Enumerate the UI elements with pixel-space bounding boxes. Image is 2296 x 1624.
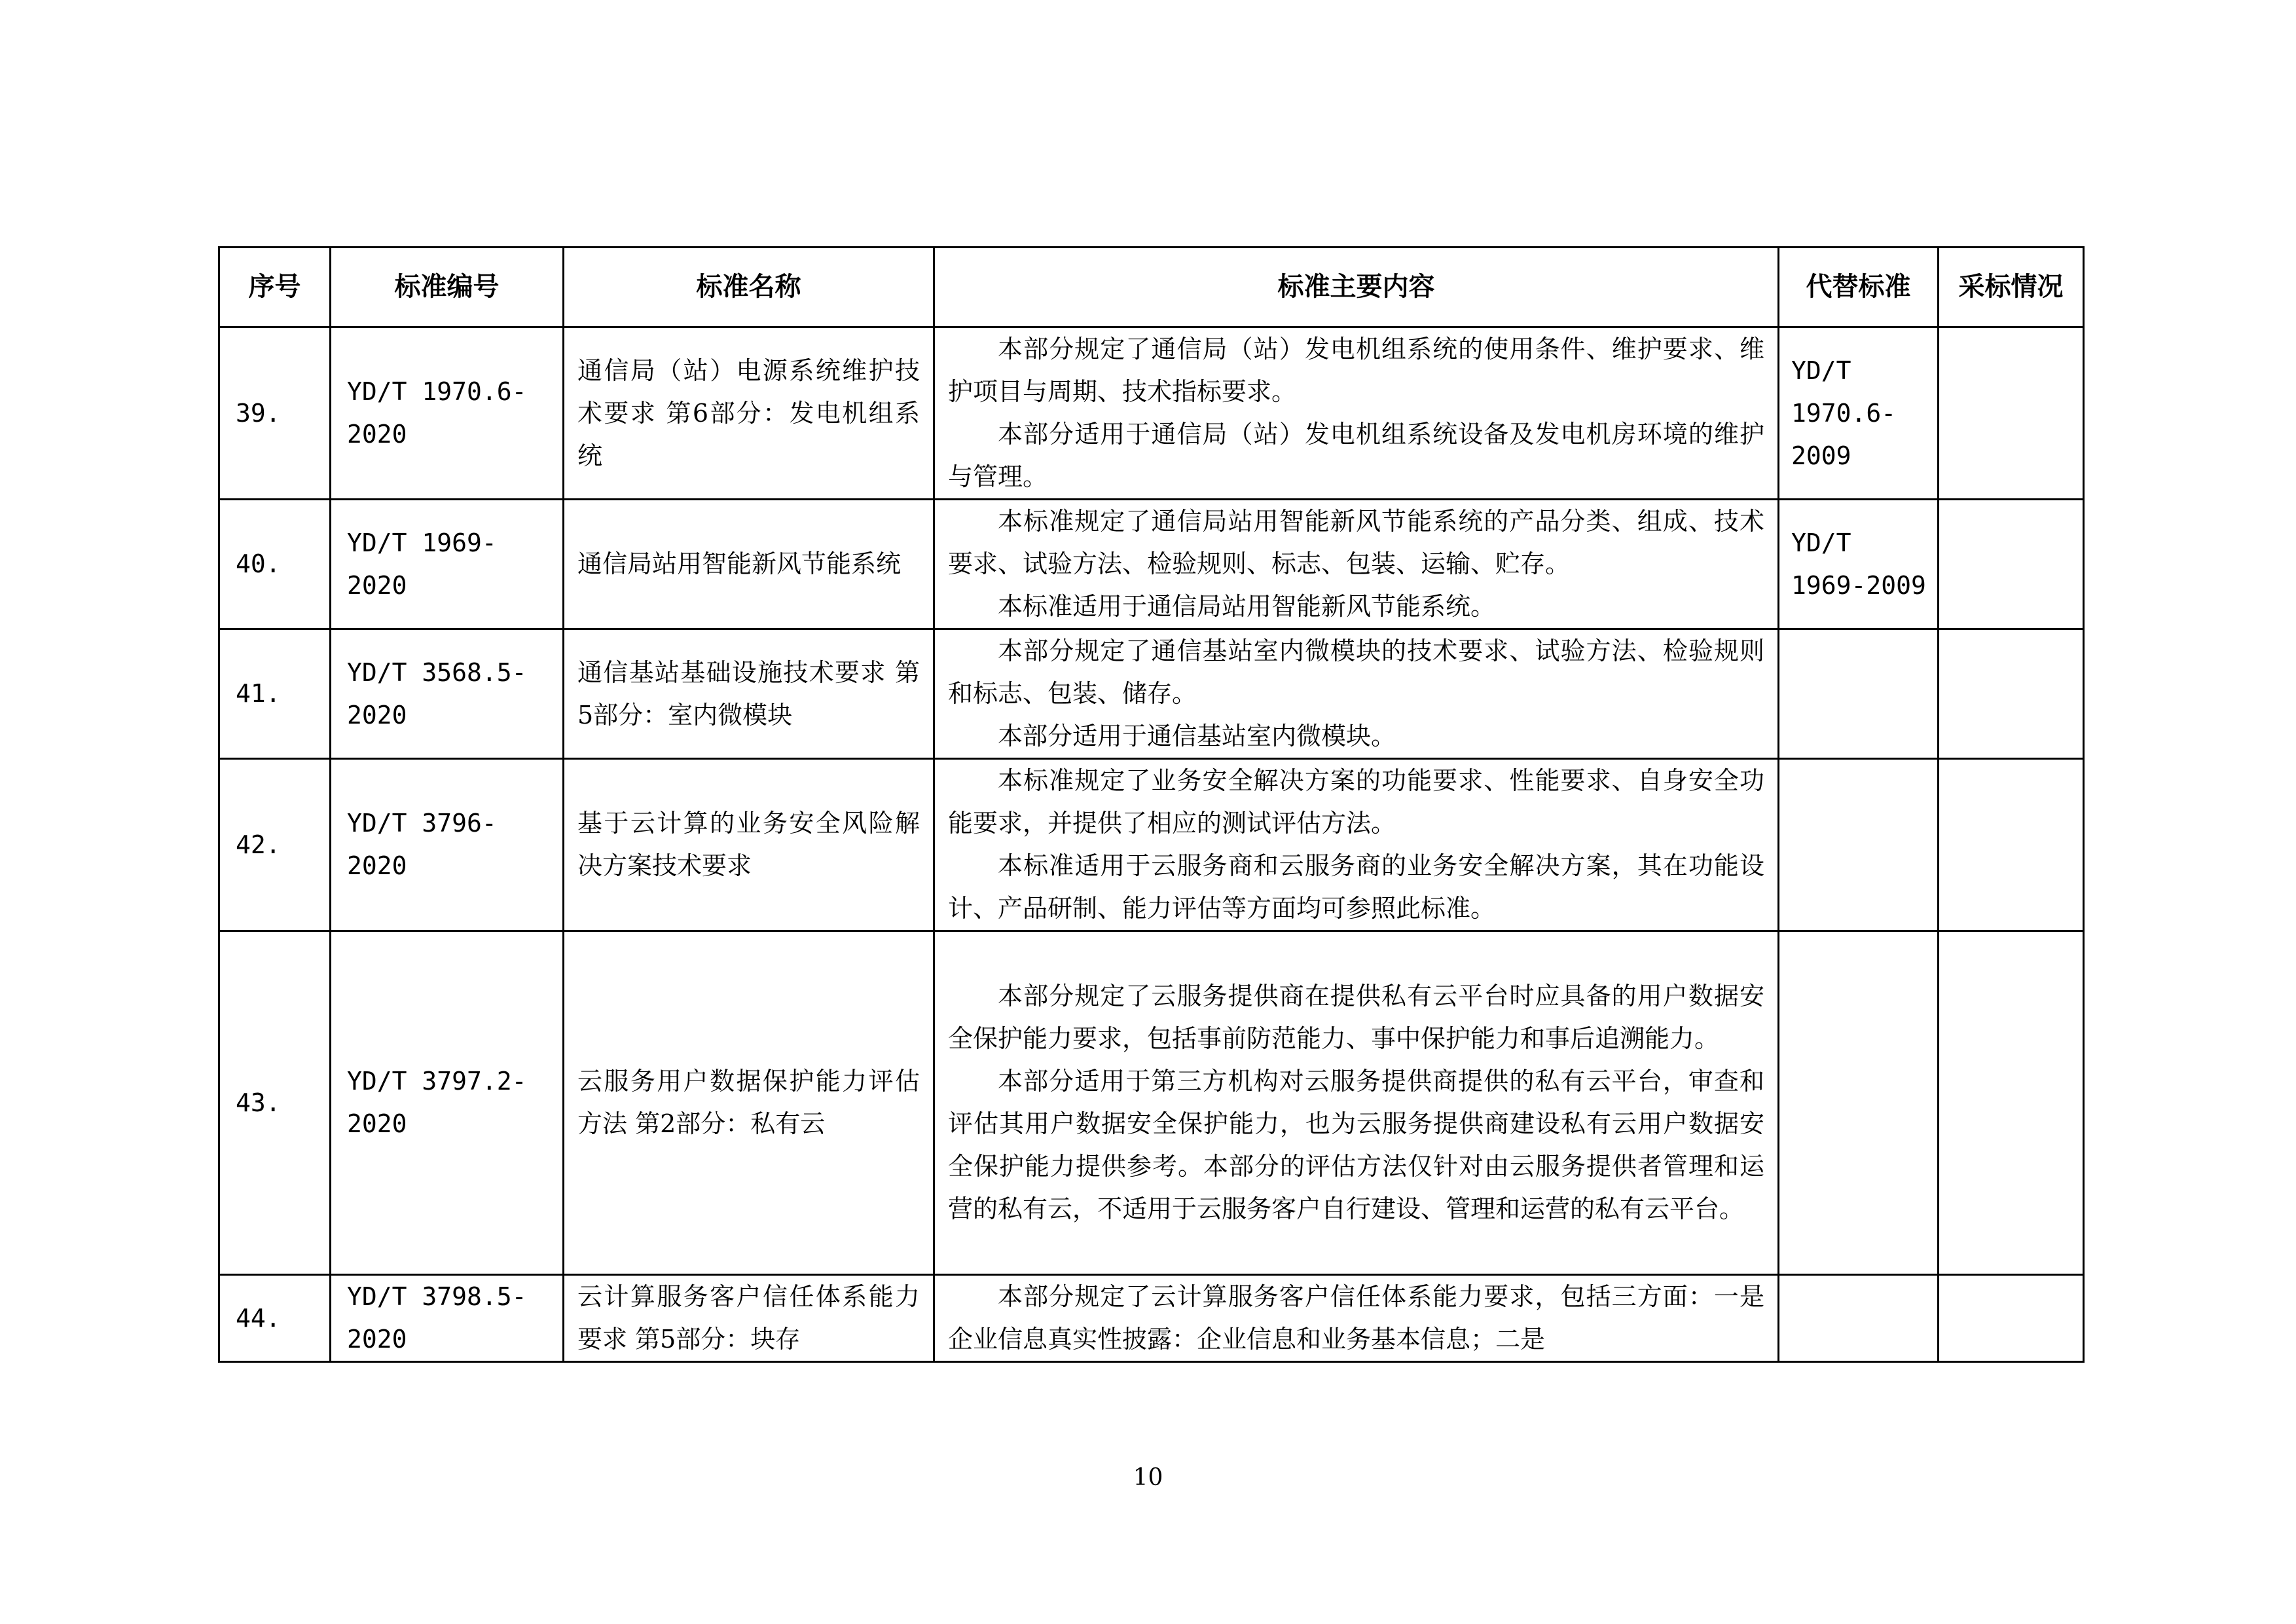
content-paragraph: 本部分规定了通信基站室内微模块的技术要求、试验方法、检验规则和标志、包装、储存。 <box>948 637 1764 708</box>
row-name: 通信局（站）电源系统维护技术要求 第6部分：发电机组系统 <box>564 327 934 500</box>
table-row <box>219 931 2084 1275</box>
table-header-row <box>219 248 2084 327</box>
standards-table <box>218 246 2085 1363</box>
row-code: YD/T 3568.5-2020 <box>331 629 564 759</box>
content-paragraph: 本部分规定了云服务提供商在提供私有云平台时应具备的用户数据安全保护能力要求，包括事前防范能力、事中保护能力和事后追溯能力。 <box>948 982 1764 1053</box>
row-seq: 44. <box>219 1275 331 1362</box>
row-name: 云计算服务客户信任体系能力要求 第5部分：块存 <box>564 1275 934 1362</box>
row-code: YD/T 1969-2020 <box>331 500 564 629</box>
table-row <box>219 500 2084 629</box>
row-seq: 41. <box>219 629 331 759</box>
header-seq: 序号 <box>219 248 331 327</box>
row-seq: 40. <box>219 500 331 629</box>
row-name: 基于云计算的业务安全风险解决方案技术要求 <box>564 759 934 931</box>
row-adoption <box>1939 629 2084 759</box>
table-row <box>219 327 2084 500</box>
content-paragraph: 本部分适用于通信基站室内微模块。 <box>998 722 1396 750</box>
row-code: YD/T 3797.2-2020 <box>331 931 564 1275</box>
row-replaces: YD/T 1969-2009 <box>1779 500 1939 629</box>
row-content <box>934 1275 1779 1362</box>
content-paragraph: 本部分规定了通信局（站）发电机组系统的使用条件、维护要求、维护项目与周期、技术指标要求。 <box>948 335 1764 406</box>
row-adoption <box>1939 931 2084 1275</box>
row-name: 通信基站基础设施技术要求 第5部分：室内微模块 <box>564 629 934 759</box>
content-paragraph: 本部分适用于第三方机构对云服务提供商提供的私有云平台，审查和评估其用户数据安全保护能力，也为云服务提供商建设私有云用户数据安全保护能力提供参考。本部分的评估方法仅针对由云服务提供者管理和运营的私有云，不适用于云服务客户自行建设、管理和运营的私有云平台。 <box>948 1067 1764 1223</box>
content-paragraph: 本部分规定了云计算服务客户信任体系能力要求，包括三方面：一是企业信息真实性披露：企业信息和业务基本信息；二是 <box>948 1282 1764 1354</box>
header-replaces: 代替标准 <box>1779 248 1939 327</box>
row-code: YD/T 3798.5-2020 <box>331 1275 564 1362</box>
row-replaces <box>1779 759 1939 931</box>
row-seq: 39. <box>219 327 331 500</box>
row-replaces <box>1779 629 1939 759</box>
header-code: 标准编号 <box>331 248 564 327</box>
row-seq: 43. <box>219 931 331 1275</box>
table-row <box>219 629 2084 759</box>
row-content <box>934 759 1779 931</box>
row-code: YD/T 3796-2020 <box>331 759 564 931</box>
table-row <box>219 1275 2084 1362</box>
row-content <box>934 629 1779 759</box>
row-replaces <box>1779 931 1939 1275</box>
content-paragraph: 本标准规定了通信局站用智能新风节能系统的产品分类、组成、技术要求、试验方法、检验规则、标志、包装、运输、贮存。 <box>948 507 1764 578</box>
row-adoption <box>1939 500 2084 629</box>
row-name: 通信局站用智能新风节能系统 <box>564 500 934 629</box>
content-paragraph: 本部分适用于通信局（站）发电机组系统设备及发电机房环境的维护与管理。 <box>948 420 1764 491</box>
row-adoption <box>1939 1275 2084 1362</box>
row-adoption <box>1939 759 2084 931</box>
row-content <box>934 931 1779 1275</box>
row-content <box>934 327 1779 500</box>
row-replaces <box>1779 1275 1939 1362</box>
row-code: YD/T 1970.6-2020 <box>331 327 564 500</box>
row-seq: 42. <box>219 759 331 931</box>
header-adoption: 采标情况 <box>1939 248 2084 327</box>
header-content: 标准主要内容 <box>934 248 1779 327</box>
content-paragraph: 本标准适用于云服务商和云服务商的业务安全解决方案，其在功能设计、产品研制、能力评估等方面均可参照此标准。 <box>948 851 1764 923</box>
row-name: 云服务用户数据保护能力评估方法 第2部分：私有云 <box>564 931 934 1275</box>
table-row <box>219 759 2084 931</box>
header-name: 标准名称 <box>564 248 934 327</box>
row-replaces: YD/T 1970.6-2009 <box>1779 327 1939 500</box>
page-number: 10 <box>1133 1464 1163 1491</box>
row-adoption <box>1939 327 2084 500</box>
content-paragraph: 本标准规定了业务安全解决方案的功能要求、性能要求、自身安全功能要求，并提供了相应的测试评估方法。 <box>948 766 1764 838</box>
row-content <box>934 500 1779 629</box>
content-paragraph: 本标准适用于通信局站用智能新风节能系统。 <box>998 592 1496 621</box>
